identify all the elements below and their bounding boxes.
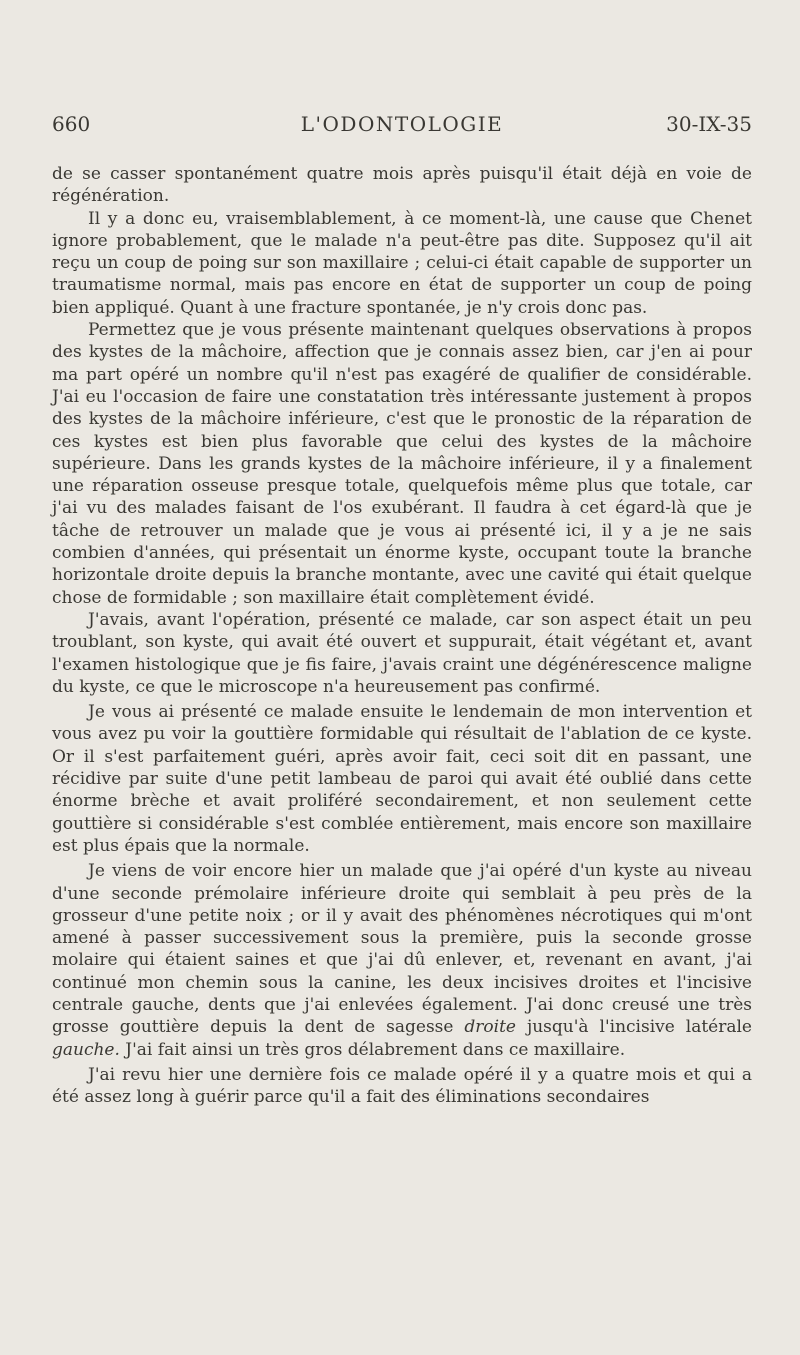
body-text	[52, 163, 752, 1108]
text-segment: Je vous ai présenté ce malade ensuite le lendemain de mon intervention et vous avez pu voir la gouttière formidable qui résultait de l'ablation de ce kyste. Or il s'est parfaitement guéri, après avoir fait, ceci soit dit en passant, une récidive par suite d'une petit lambeau de paroi qui avait été oublié dans cette énorme brèche et avait proliféré secondairement, et non seulement cette gouttière si considérable s'est comblée entièrement, mais encore son maxillaire est plus épais que la normale.	[52, 702, 752, 856]
italic-text: gauche.	[52, 1039, 120, 1060]
text-segment: de se casser spontanément quatre mois après puisqu'il était déjà en voie de régénération.	[52, 164, 752, 207]
text-segment: Il y a donc eu, vraisemblablement, à ce moment-là, une cause que Chenet ignore probablement, que le malade n'a peut-être pas dite. Supposez qu'il ait reçu un coup de poing sur son maxillaire ; celui-ci était capable de supporter un traumatisme normal, mais pas encore en état de supporter un coup de poing bien appliqué. Quant à une fracture spontanée, je n'y crois donc pas.	[52, 208, 752, 318]
text-segment: J'ai fait ainsi un très gros délabrement dans ce maxillaire.	[119, 1039, 626, 1060]
text-segment: Permettez que je vous présente maintenant quelques observations à propos des kystes de la mâchoire, affection que je connais assez bien, car j'en ai pour ma part opéré un nombre qu'il n'est pas exagéré de qualifier de considérable. J'ai eu l'occasion de faire une constatation très intéressante justement à propos des kystes de la mâchoire inférieure, c'est que le pronostic de la réparation de ces kystes est bien plus favorable que celui des kystes de la mâchoire supérieure. Dans les grands kystes de la mâchoire inférieure, il y a finalement une réparation osseuse presque totale, quelquefois même plus que totale, car j'ai vu des malades faisant de l'os exubérant. Il faudra à cet égard-là que je tâche de retrouver un malade que je vous ai présenté ici, il y a je ne sais combien d'années, qui présentait un énorme kyste, occupant toute la branche horizontale droite depuis la branche montante, avec une cavité qui était quelque chose de formidable ; son maxillaire était complètement évidé.	[52, 320, 752, 608]
text-segment: J'ai revu hier une dernière fois ce malade opéré il y a quatre mois et qui a été assez long à guérir parce qu'il a fait des éliminations secondaires	[52, 1064, 752, 1108]
paragraph	[52, 319, 752, 609]
paragraph	[52, 208, 752, 319]
journal-title: L'ODONTOLOGIE	[300, 112, 504, 136]
paragraph	[52, 609, 752, 698]
book-page	[52, 0, 752, 1355]
italic-text: droite	[464, 1017, 516, 1038]
running-header	[52, 112, 752, 140]
paragraph	[52, 163, 752, 208]
paragraph	[52, 1064, 752, 1109]
page-number: 660	[52, 112, 91, 136]
text-segment: jusqu'à l'incisive latérale	[516, 1017, 752, 1038]
text-segment: Je viens de voir encore hier un malade que j'ai opéré d'un kyste au niveau d'une seconde prémolaire inférieure droite qui semblait à peu près de la grosseur d'une petite noix ; or il y avait des phénomènes nécrotiques qui m'ont amené à passer successivement sous la première, puis la seconde grosse molaire qui étaient saines et que j'ai dû enlever, et, revenant en avant, j'ai continué mon chemin sous la canine, les deux incisives droites et l'incisive centrale gauche, dents que j'ai enlevées également. J'ai donc creusé une très grosse gouttière depuis la dent de sagesse	[52, 861, 752, 1038]
paragraph	[52, 860, 752, 1061]
text-segment: J'avais, avant l'opération, présenté ce malade, car son aspect était un peu troublant, son kyste, qui avait été ouvert et suppurait, était végétant et, avant l'examen histologique que je fis faire, j'avais craint une dégénérescence maligne du kyste, ce que le microscope n'a heureusement pas confirmé.	[52, 609, 752, 697]
issue-date: 30-IX-35	[666, 112, 752, 136]
paragraph	[52, 701, 752, 857]
